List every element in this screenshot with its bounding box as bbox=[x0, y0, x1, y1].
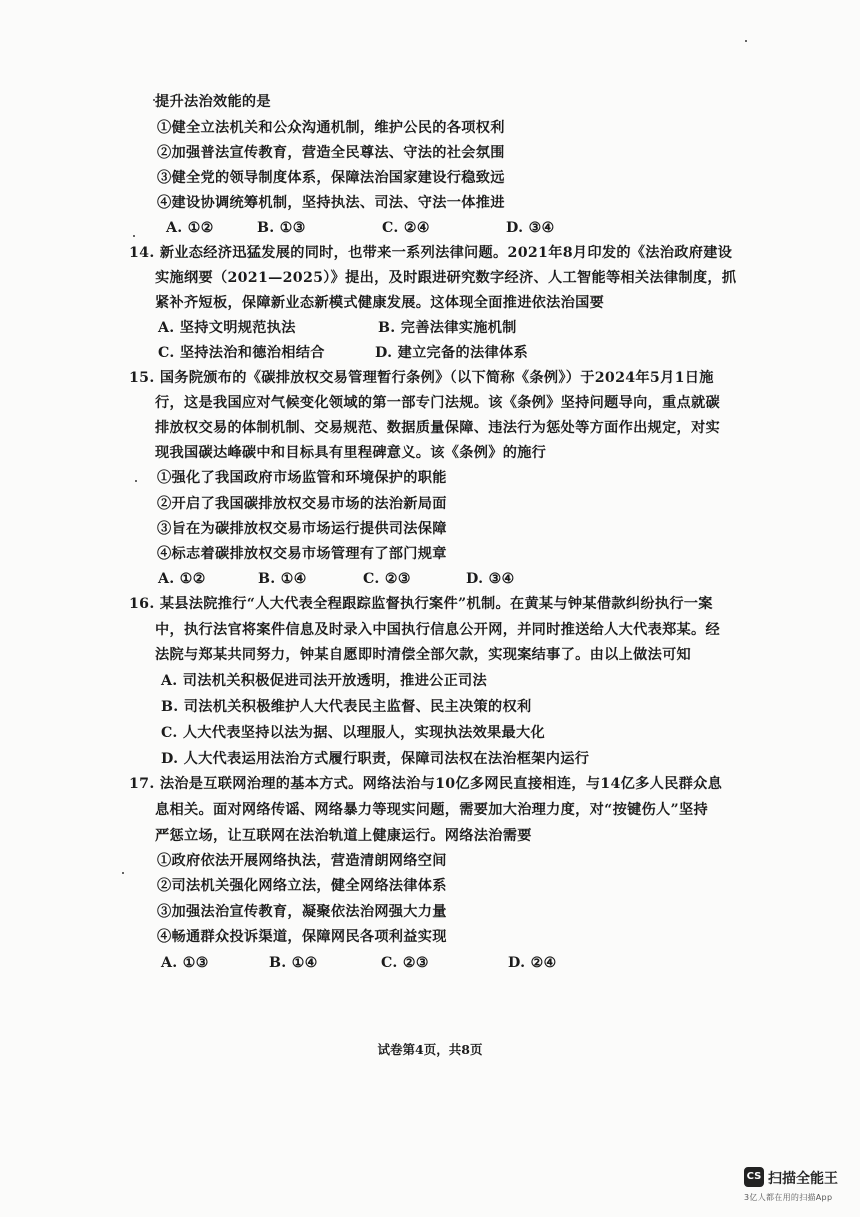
q15-option-a: A. ①② bbox=[158, 571, 206, 587]
q15-item-2: ②开启了我国碳排放权交易市场的法治新局面 bbox=[157, 496, 447, 512]
q17-item-4: ④畅通群众投诉渠道，保障网民各项利益实现 bbox=[157, 929, 447, 945]
camscanner-logo-icon: CS bbox=[744, 1167, 764, 1187]
q17-option-d: D. ②④ bbox=[508, 955, 557, 971]
q15-option-d: D. ③④ bbox=[466, 571, 515, 587]
q15-item-3: ③旨在为碳排放权交易市场运行提供司法保障 bbox=[157, 521, 447, 537]
q17-line-1: 17. 法治是互联网治理的基本方式。网络法治与10亿多网民直接相连，与14亿多人民群众息 bbox=[129, 776, 723, 792]
q13-stem: 提升法治效能的是 bbox=[155, 94, 271, 110]
q16-line-1: 16. 某县法院推行“人大代表全程跟踪监督执行案件”机制。在黄某与钟某借款纠纷执行一案 bbox=[129, 596, 713, 612]
scan-speck bbox=[135, 480, 137, 482]
q13-option-c: C. ②④ bbox=[382, 220, 430, 236]
page-footer: 试卷第4页，共8页 bbox=[377, 1042, 483, 1057]
scanner-watermark bbox=[744, 1167, 848, 1209]
q14-option-b: B. 完善法律实施机制 bbox=[378, 320, 517, 336]
scan-speck bbox=[745, 40, 747, 42]
q17-option-c: C. ②③ bbox=[381, 955, 429, 971]
q13-option-a: A. ①② bbox=[166, 220, 214, 236]
q16-option-a: A. 司法机关积极促进司法开放透明，推进公正司法 bbox=[161, 673, 488, 689]
q17-item-2: ②司法机关强化网络立法，健全网络法律体系 bbox=[157, 878, 447, 894]
q13-item-4: ④建设协调统筹机制，坚持执法、司法、守法一体推进 bbox=[157, 195, 505, 211]
q16-option-c: C. 人大代表坚持以法为据、以理服人，实现执法效果最大化 bbox=[161, 725, 546, 741]
q17-option-a: A. ①③ bbox=[161, 955, 209, 971]
q17-item-3: ③加强法治宣传教育，凝聚依法治网强大力量 bbox=[157, 904, 447, 920]
watermark-title: 扫描全能王 bbox=[768, 1171, 838, 1187]
q15-line-4: 现我国碳达峰碳中和目标具有里程碑意义。该《条例》的施行 bbox=[155, 445, 547, 461]
q17-line-3: 严惩立场，让互联网在法治轨道上健康运行。网络法治需要 bbox=[155, 828, 532, 844]
q16-option-b: B. 司法机关积极维护人大代表民主监督、民主决策的权利 bbox=[161, 699, 532, 715]
q17-line-2: 息相关。面对网络传谣、网络暴力等现实问题，需要加大治理力度，对“按键伤人”坚持 bbox=[155, 802, 708, 818]
q15-line-2: 行，这是我国应对气候变化领域的第一部专门法规。该《条例》坚持问题导向，重点就碳 bbox=[155, 395, 721, 411]
scan-speck bbox=[133, 235, 135, 237]
q13-item-2: ②加强普法宣传教育，营造全民尊法、守法的社会氛围 bbox=[157, 145, 505, 161]
q15-line-3: 排放权交易的体制机制、交易规范、数据质量保障、违法行为惩处等方面作出规定，对实 bbox=[155, 420, 721, 436]
q14-option-a: A. 坚持文明规范执法 bbox=[158, 320, 296, 336]
q15-item-4: ④标志着碳排放权交易市场管理有了部门规章 bbox=[157, 546, 447, 562]
q14-line-2: 实施纲要（2021—2025）》提出，及时跟进研究数字经济、人工智能等相关法律制度，抓 bbox=[155, 270, 737, 286]
q15-option-b: B. ①④ bbox=[258, 571, 307, 587]
q16-option-d: D. 人大代表运用法治方式履行职责，保障司法权在法治框架内运行 bbox=[161, 751, 590, 767]
q16-line-3: 法院与郑某共同努力，钟某自愿即时清偿全部欠款，实现案结事了。由以上做法可知 bbox=[155, 647, 692, 663]
q17-item-1: ①政府依法开展网络执法，营造清朗网络空间 bbox=[157, 853, 447, 869]
q13-item-3: ③健全党的领导制度体系，保障法治国家建设行稳致远 bbox=[157, 170, 505, 186]
q14-line-1: 14. 新业态经济迅猛发展的同时，也带来一系列法律问题。2021年8月印发的《法治政府建设 bbox=[129, 245, 733, 261]
q13-option-d: D. ③④ bbox=[506, 220, 555, 236]
q16-line-2: 中，执行法官将案件信息及时录入中国执行信息公开网，并同时推送给人大代表郑某。经 bbox=[155, 622, 721, 638]
q15-item-1: ①强化了我国政府市场监管和环境保护的职能 bbox=[157, 470, 447, 486]
watermark-subtitle: 3亿人都在用的扫描App bbox=[744, 1193, 833, 1202]
q13-option-b: B. ①③ bbox=[257, 220, 306, 236]
q15-option-c: C. ②③ bbox=[363, 571, 411, 587]
q14-option-d: D. 建立完备的法律体系 bbox=[375, 345, 528, 361]
q13-item-1: ①健全立法机关和公众沟通机制，维护公民的各项权利 bbox=[157, 120, 505, 136]
q15-line-1: 15. 国务院颁布的《碳排放权交易管理暂行条例》（以下简称《条例》）于2024年5月1日施 bbox=[129, 370, 714, 386]
scan-speck bbox=[153, 99, 155, 101]
q14-option-c: C. 坚持法治和德治相结合 bbox=[158, 345, 325, 361]
q17-option-b: B. ①④ bbox=[269, 955, 318, 971]
q14-line-3: 紧补齐短板，保障新业态新模式健康发展。这体现全面推进依法治国要 bbox=[155, 295, 605, 311]
scan-speck bbox=[122, 872, 124, 874]
